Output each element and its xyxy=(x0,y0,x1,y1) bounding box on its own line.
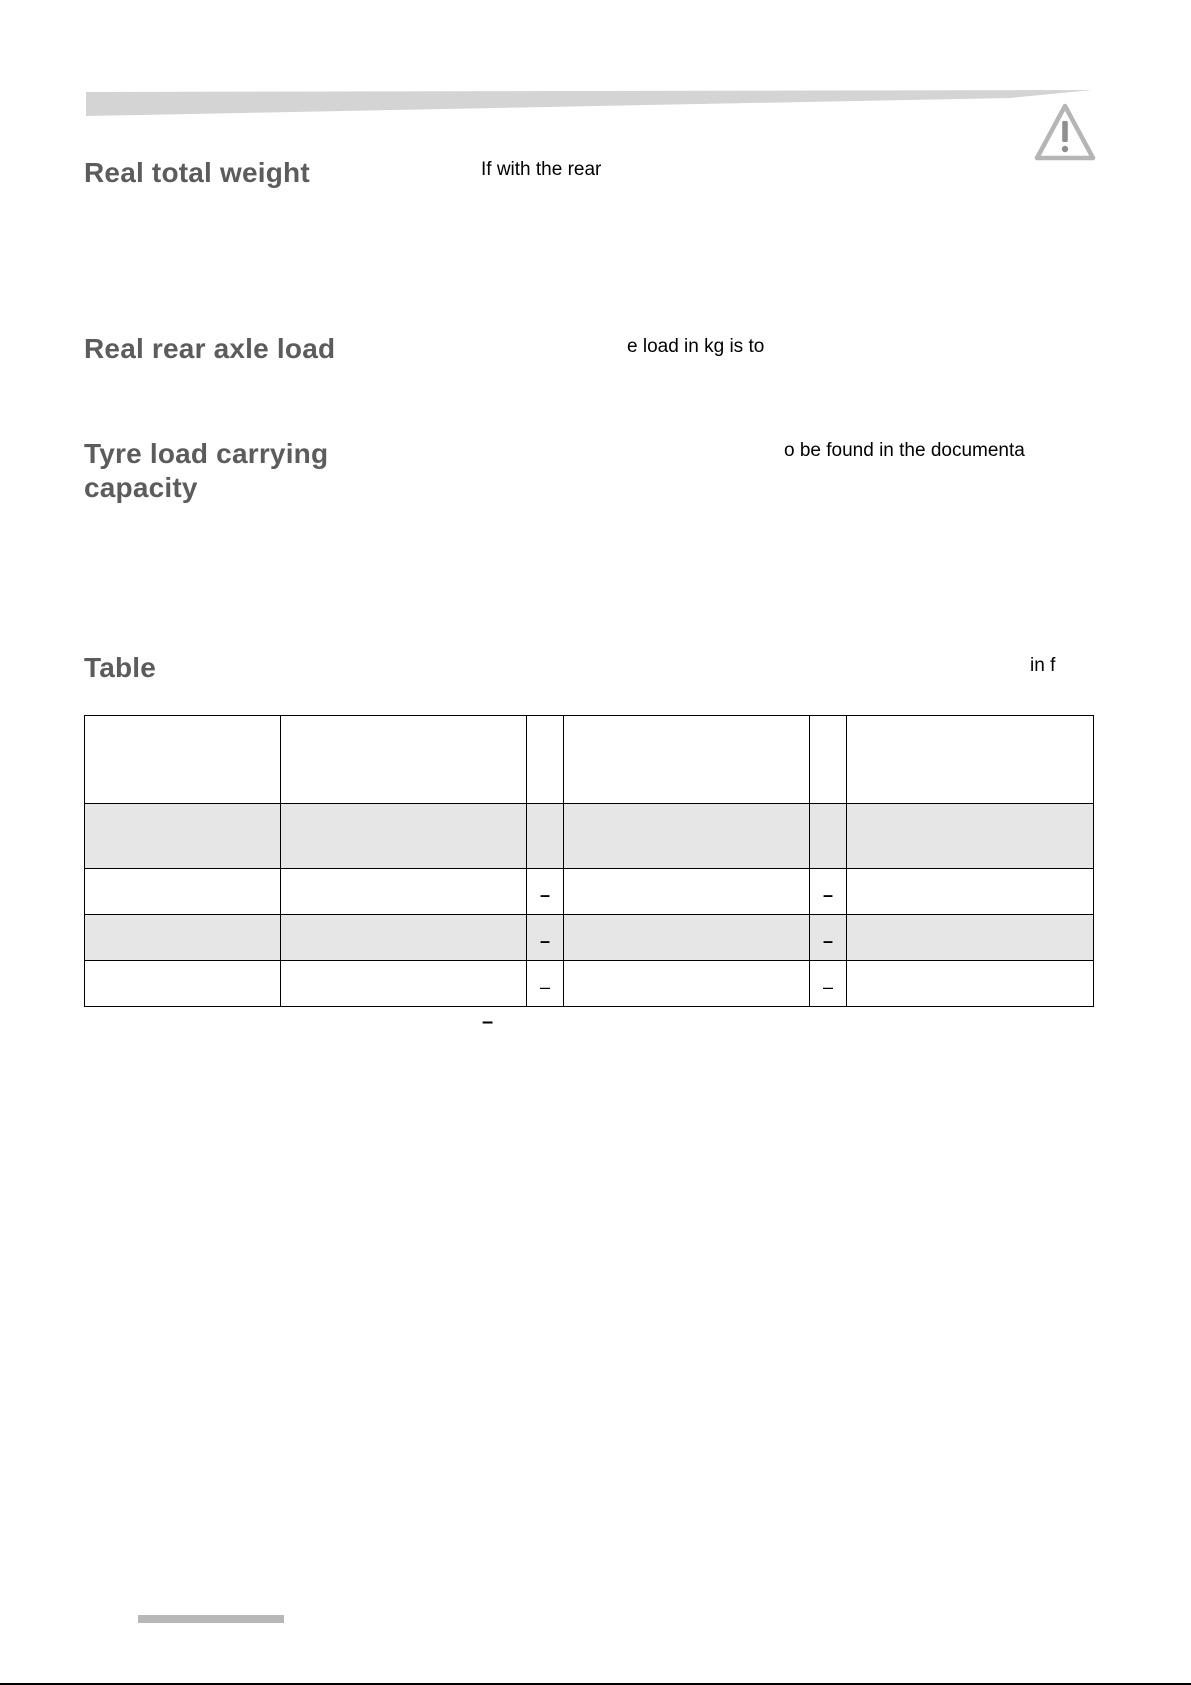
table-dash-cell: – xyxy=(527,961,564,1007)
table-row xyxy=(85,804,1094,869)
table-cell xyxy=(564,915,810,961)
table-cell xyxy=(85,869,281,915)
table-row xyxy=(85,869,1094,915)
heading-real-rear-axle-load: Real rear axle load xyxy=(84,333,336,364)
table-cell xyxy=(847,961,1094,1007)
table-cell xyxy=(847,869,1094,915)
text-fragment-table: in f xyxy=(1030,655,1056,676)
table-cell xyxy=(281,915,527,961)
text-fragment-total-weight: If with the rear xyxy=(481,159,602,180)
table-cell xyxy=(810,716,847,804)
header-swoosh xyxy=(0,0,1191,130)
table-header-row xyxy=(85,716,1094,804)
heading-tyre-line1: Tyre load carrying xyxy=(84,438,329,469)
text-fragment-tyre-capacity: o be found in the documenta xyxy=(784,440,1025,461)
table-row xyxy=(85,915,1094,961)
heading-tyre-load-capacity xyxy=(84,437,328,505)
heading-table: Table xyxy=(84,652,157,683)
table-cell xyxy=(527,716,564,804)
table-cell xyxy=(281,804,527,869)
table-cell xyxy=(564,869,810,915)
table-cell xyxy=(527,804,564,869)
table-cell xyxy=(564,804,810,869)
table-cell xyxy=(85,915,281,961)
table-cell xyxy=(847,915,1094,961)
table-dash-cell: – xyxy=(810,961,847,1007)
table-cell xyxy=(85,961,281,1007)
table-cell xyxy=(810,804,847,869)
table-dash-cell: – xyxy=(527,915,564,961)
stray-dash: – xyxy=(482,1011,494,1033)
heading-real-total-weight: Real total weight xyxy=(84,157,310,188)
warning-icon xyxy=(1034,103,1096,161)
table-cell xyxy=(564,961,810,1007)
table-row xyxy=(85,961,1094,1007)
table-cell xyxy=(847,716,1094,804)
table-cell xyxy=(85,804,281,869)
heading-tyre-line2: capacity xyxy=(84,472,198,503)
text-fragment-rear-axle-load: e load in kg is to xyxy=(627,336,765,357)
table-cell xyxy=(85,716,281,804)
load-table xyxy=(84,715,1094,1007)
table-dash-cell: – xyxy=(810,915,847,961)
table-dash-cell: – xyxy=(527,869,564,915)
table-cell xyxy=(281,716,527,804)
table-cell xyxy=(847,804,1094,869)
table-cell xyxy=(281,961,527,1007)
footer-bar xyxy=(138,1615,284,1623)
table-cell xyxy=(281,869,527,915)
table-dash-cell: – xyxy=(810,869,847,915)
table-cell xyxy=(564,716,810,804)
